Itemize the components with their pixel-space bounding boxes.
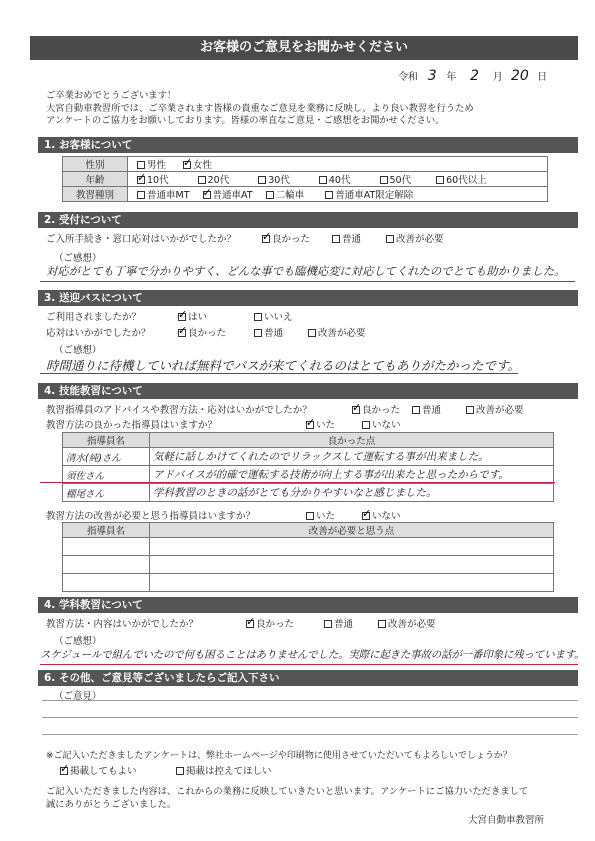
bad-instructor-question: 教習方法の改善が必要と思う指導員はいますか？ — [46, 511, 256, 522]
empty-cell[interactable] — [150, 574, 554, 592]
checkbox[interactable] — [137, 191, 145, 199]
option-label: 60代以上 — [446, 175, 487, 186]
skill-improve-option[interactable] — [466, 402, 524, 416]
checkbox[interactable] — [203, 191, 211, 199]
date-month-unit: 月 — [492, 72, 503, 83]
reception-good-option[interactable] — [262, 231, 310, 245]
consent-allow-option[interactable] — [60, 763, 137, 777]
table-row — [63, 484, 554, 502]
option-label: いた — [316, 420, 336, 431]
intro-text — [46, 90, 474, 128]
option-label: 普通車AT — [212, 190, 253, 201]
checkbox[interactable] — [378, 620, 386, 628]
good-point: アドバイスが的確で運転する技術が向上する事が出来たと思ったからです。 — [150, 466, 554, 484]
option-label: いいえ — [264, 312, 293, 323]
option-label: 普通 — [342, 234, 362, 245]
age-label: 年齢 — [63, 172, 128, 187]
lecture-comment-label: （ご感想） — [54, 636, 102, 647]
date-day-unit: 日 — [537, 72, 548, 83]
intro-line: アンケートのご協力をお願いしております。皆様の率直なご意見・ご感想をお聞かせください。 — [46, 115, 445, 126]
option-label: 改善が必要 — [476, 405, 524, 416]
option-label: 掲載は控えてほしい — [186, 766, 272, 777]
age-50s-option[interactable] — [380, 175, 412, 186]
option-label: 30代 — [268, 175, 290, 186]
table-row — [63, 466, 554, 484]
consent-deny-option[interactable] — [176, 763, 272, 777]
option-label: 20代 — [207, 175, 230, 186]
lecture-improve-option[interactable] — [378, 616, 436, 630]
date-day: 20 — [511, 68, 529, 84]
empty-cell[interactable] — [63, 538, 150, 556]
option-label: いた — [316, 511, 336, 522]
table-row — [63, 538, 554, 556]
checkbox[interactable] — [332, 235, 340, 243]
checkbox[interactable] — [325, 191, 333, 199]
customer-info-table — [62, 156, 548, 202]
option-label: 普通 — [334, 619, 354, 630]
bus-use-no-option[interactable] — [254, 309, 293, 323]
age-40s-option[interactable] — [319, 175, 351, 186]
option-label: 40代 — [328, 175, 351, 186]
age-10s-option[interactable] — [137, 175, 169, 186]
checkbox[interactable] — [262, 235, 270, 243]
checkbox[interactable] — [436, 176, 444, 184]
lecture-normal-option[interactable] — [324, 616, 353, 630]
section-2-heading: 2. 受付について — [38, 212, 578, 228]
option-label: 女性 — [193, 160, 213, 171]
col-improve-point: 改善が必要と思う点 — [150, 523, 554, 538]
red-underline — [40, 664, 578, 665]
option-label: 掲載してもよい — [70, 766, 137, 777]
instructor-name: 清水(純)さん — [63, 448, 150, 466]
course-bike-option[interactable] — [266, 190, 305, 201]
gender-male-option[interactable] — [137, 160, 166, 171]
reception-comment-label: （ご感想） — [54, 253, 102, 264]
checkbox[interactable] — [266, 191, 274, 199]
bad-instructor-no-option[interactable] — [362, 508, 401, 522]
section-5-heading: 4. 学科教習について — [38, 597, 578, 613]
checkbox[interactable] — [178, 329, 186, 337]
divider — [42, 700, 578, 701]
checkbox[interactable] — [352, 406, 360, 414]
checkbox[interactable] — [466, 406, 474, 414]
closing-text — [46, 786, 528, 811]
checkbox[interactable] — [254, 313, 262, 321]
course-options — [128, 187, 548, 202]
table-header-row — [63, 433, 554, 448]
good-point: 学科教習のときの話がとても分かりやすいなと感じました。 — [150, 484, 554, 502]
gender-female-option[interactable] — [183, 160, 212, 171]
option-label: 良かった — [188, 328, 227, 339]
age-60s-option[interactable] — [436, 175, 487, 186]
divider — [42, 717, 578, 718]
bad-instructor-yes-option[interactable] — [306, 508, 335, 522]
option-label: 良かった — [272, 234, 311, 245]
option-label: いない — [372, 420, 401, 431]
closing-line: ご記入いただきました内容は、これからの業務に反映していきたいと思います。アンケートにご協力いただきまして — [46, 786, 529, 797]
table-row — [63, 556, 554, 574]
option-label: はい — [188, 312, 208, 323]
checkbox[interactable] — [176, 767, 184, 775]
red-underline — [40, 373, 518, 374]
label-text: ご感想 — [63, 345, 93, 356]
option-label: 男性 — [147, 160, 167, 171]
closing-line: 誠にありがとうございました。 — [46, 798, 177, 810]
skill-normal-option[interactable] — [412, 402, 441, 416]
table-header-row — [63, 523, 554, 538]
section-4-heading: 4. 技能教習について — [38, 383, 578, 399]
good-instructor-no-option[interactable] — [362, 417, 401, 431]
date-year: 3 — [427, 68, 437, 84]
reception-question: ご入所手続き・窓口応対はいかがでしたか？ — [46, 234, 237, 245]
good-instructor-table — [62, 432, 554, 502]
age-30s-option[interactable] — [258, 175, 290, 186]
instructor-name: 棚尾さん — [63, 484, 150, 502]
good-instructor-yes-option[interactable] — [306, 417, 335, 431]
date-era: 令和 — [398, 72, 418, 83]
opinion-comment-label: （ご意見） — [54, 691, 102, 702]
good-point: 気軽に話しかけてくれたのでリラックスして運転する事が出来ました。 — [150, 448, 554, 466]
date — [398, 68, 547, 84]
bus-use-yes-option[interactable] — [178, 309, 207, 323]
checkbox[interactable] — [362, 421, 370, 429]
bus-comment: 時間通りに待機していれば無料でバスが来てくれるのはとてもありがたかったです。 — [46, 358, 521, 373]
checkbox[interactable] — [254, 329, 262, 337]
checkbox[interactable] — [258, 176, 266, 184]
empty-cell[interactable] — [63, 556, 150, 574]
option-label: 二輪車 — [275, 190, 305, 201]
checkbox[interactable] — [386, 235, 394, 243]
option-label: 良かった — [362, 405, 401, 416]
checkbox[interactable] — [178, 313, 186, 321]
date-year-unit: 年 — [446, 72, 457, 83]
checkbox[interactable] — [319, 176, 327, 184]
school-name: 大宮自動車教習所 — [468, 815, 545, 826]
age-options — [128, 172, 548, 187]
intro-line: ご卒業おめでとうございます！ — [46, 90, 177, 101]
red-underline — [40, 482, 555, 483]
skill-good-option[interactable] — [352, 402, 400, 416]
reception-normal-option[interactable] — [332, 231, 361, 245]
checkbox[interactable] — [246, 620, 254, 628]
checkbox[interactable] — [324, 620, 332, 628]
label-text: ご感想 — [63, 636, 93, 647]
checkbox[interactable] — [137, 161, 145, 169]
option-label: 50代 — [389, 175, 412, 186]
gender-row — [63, 157, 548, 172]
col-good-point: 良かった点 — [150, 433, 554, 448]
option-label: 普通車AT限定解除 — [335, 190, 414, 201]
age-20s-option[interactable] — [198, 175, 230, 186]
label-text: ご意見 — [63, 691, 93, 702]
checkbox[interactable] — [60, 767, 68, 775]
course-at-unlimit-option[interactable] — [325, 190, 413, 201]
checkbox[interactable] — [183, 161, 191, 169]
option-label: 普通 — [264, 328, 284, 339]
good-instructor-question: 教習方法の良かった指導員はいますか？ — [46, 420, 218, 431]
age-row — [63, 172, 548, 187]
option-label: 改善が必要 — [388, 619, 436, 630]
option-label: 普通車MT — [147, 190, 190, 201]
col-instructor-name: 指導員名 — [63, 523, 150, 538]
instructor-name: 須佐さん — [63, 466, 150, 484]
option-label: 良かった — [256, 619, 295, 630]
bus-normal-option[interactable] — [254, 325, 283, 339]
checkbox[interactable] — [198, 176, 206, 184]
red-underline — [40, 281, 575, 282]
gender-label: 性別 — [63, 157, 128, 172]
course-label: 教習種別 — [63, 187, 128, 202]
gender-options — [128, 157, 548, 172]
option-label: いない — [372, 511, 401, 522]
checkbox[interactable] — [308, 329, 316, 337]
lecture-question: 教習方法・内容はいかがでしたか？ — [46, 619, 199, 630]
consent-question: ※ご記入いただきましたアンケートは、弊社ホームページや印刷物に使用させていただいてもよろしいでしょうか？ — [46, 751, 512, 761]
section-1-heading: 1. お客様について — [38, 137, 578, 153]
course-row — [63, 187, 548, 202]
bus-comment-label: （ご感想） — [54, 345, 102, 356]
option-label: 改善が必要 — [396, 234, 444, 245]
section-3-heading: 3. 送迎バスについて — [38, 290, 578, 306]
bus-service-question: 応対はいかがでしたか？ — [46, 328, 151, 339]
checkbox[interactable] — [412, 406, 420, 414]
checkbox[interactable] — [137, 176, 145, 184]
option-label: 10代 — [147, 175, 169, 186]
section-6-heading: 6. その他、ご意見等ございましたらご記入下さい — [38, 670, 578, 686]
divider — [42, 734, 578, 735]
checkbox[interactable] — [380, 176, 388, 184]
lecture-comment: スケジュールで組んでいたので何も困ることはありませんでした。実際に起きた事故の話が一番印象に残っています。 — [40, 649, 585, 661]
bad-instructor-table — [62, 522, 554, 592]
label-text: ご感想 — [63, 253, 93, 264]
page-title: お客様のご意見をお聞かせください — [30, 36, 578, 60]
option-label: 普通 — [422, 405, 442, 416]
reception-improve-option[interactable] — [386, 231, 444, 245]
date-month: 2 — [470, 68, 480, 84]
empty-cell[interactable] — [150, 538, 554, 556]
course-at-option[interactable] — [203, 190, 253, 201]
empty-cell[interactable] — [63, 574, 150, 592]
table-row — [63, 574, 554, 592]
checkbox[interactable] — [306, 421, 314, 429]
option-label: 改善が必要 — [318, 328, 366, 339]
lecture-good-option[interactable] — [246, 616, 294, 630]
empty-cell[interactable] — [150, 556, 554, 574]
reception-comment: 対応がとても丁寧で分かりやすく、どんな事でも臨機応変に対応してくれたのでとても助かりました。 — [46, 265, 566, 278]
col-instructor-name: 指導員名 — [63, 433, 150, 448]
skill-question: 教習指導員のアドバイスや教習方法・応対はいかがでしたか？ — [46, 405, 312, 416]
intro-line: 大宮自動車教習所では、ご卒業されます皆様の貴重なご意見を業務に反映し、より良い教習を行うため — [46, 102, 474, 114]
bus-good-option[interactable] — [178, 325, 226, 339]
checkbox[interactable] — [306, 512, 314, 520]
bus-use-question: ご利用されましたか？ — [46, 312, 142, 323]
course-mt-option[interactable] — [137, 190, 190, 201]
table-row — [63, 448, 554, 466]
bus-improve-option[interactable] — [308, 325, 366, 339]
checkbox[interactable] — [362, 512, 370, 520]
